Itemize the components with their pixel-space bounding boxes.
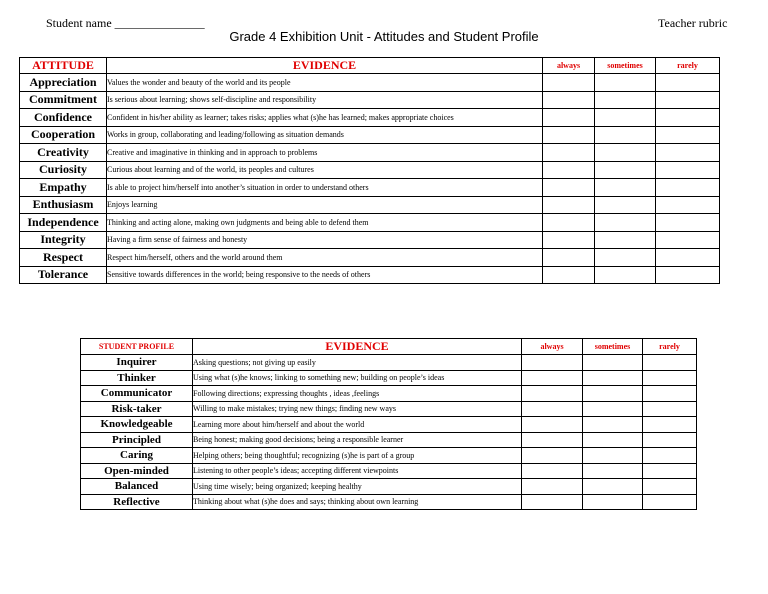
row-label: Inquirer [81, 355, 193, 371]
table-row [20, 196, 720, 214]
table-header-row [20, 58, 720, 74]
page-title: Grade 4 Exhibition Unit - Attitudes and Student Profile [229, 29, 539, 44]
rating-cell-rarely[interactable] [656, 179, 720, 197]
rating-cell-rarely[interactable] [656, 126, 720, 144]
row-label: Balanced [81, 479, 193, 495]
row-label: Respect [20, 249, 107, 267]
rating-cell-sometimes[interactable] [595, 214, 656, 232]
row-label: Tolerance [20, 266, 107, 284]
col-header-evidence: EVIDENCE [107, 58, 543, 74]
row-evidence: Creative and imaginative in thinking and in approach to problems [107, 144, 543, 162]
row-evidence: Having a firm sense of fairness and honesty [107, 231, 543, 249]
rating-cell-always[interactable] [543, 91, 595, 109]
student-profile-table [80, 338, 697, 510]
col-header-sometimes: sometimes [583, 339, 643, 355]
col-header-sometimes: sometimes [595, 58, 656, 74]
rating-cell-rarely[interactable] [643, 417, 697, 433]
col-header-always: always [543, 58, 595, 74]
col-header-student-profile: STUDENT PROFILE [81, 339, 193, 355]
rating-cell-sometimes[interactable] [595, 144, 656, 162]
row-evidence: Learning more about him/herself and about the world [193, 417, 522, 433]
row-label: Reflective [81, 494, 193, 510]
rating-cell-always[interactable] [522, 494, 583, 510]
row-evidence: Willing to make mistakes; trying new things; finding new ways [193, 401, 522, 417]
row-label: Creativity [20, 144, 107, 162]
teacher-rubric-label: Teacher rubric [658, 16, 728, 30]
row-label: Knowledgeable [81, 417, 193, 433]
table-row [20, 266, 720, 284]
table-row [20, 91, 720, 109]
rating-cell-always[interactable] [543, 126, 595, 144]
table-row [81, 448, 697, 464]
row-evidence: Thinking and acting alone, making own judgments and being able to defend them [107, 214, 543, 232]
rating-cell-sometimes[interactable] [595, 74, 656, 92]
table-header-row [81, 339, 697, 355]
rating-cell-always[interactable] [543, 249, 595, 267]
rating-cell-sometimes[interactable] [595, 266, 656, 284]
row-label: Curiosity [20, 161, 107, 179]
table-row [20, 161, 720, 179]
rating-cell-always[interactable] [543, 179, 595, 197]
rating-cell-always[interactable] [543, 214, 595, 232]
table-row [20, 144, 720, 162]
rating-cell-always[interactable] [543, 196, 595, 214]
table-row [81, 370, 697, 386]
row-evidence: Following directions; expressing thoughts , ideas ,feelings [193, 386, 522, 402]
row-evidence: Is serious about learning; shows self-discipline and responsibility [107, 91, 543, 109]
rating-cell-rarely[interactable] [643, 432, 697, 448]
rating-cell-always[interactable] [522, 417, 583, 433]
rating-cell-always[interactable] [543, 231, 595, 249]
rating-cell-sometimes[interactable] [583, 463, 643, 479]
rating-cell-rarely[interactable] [656, 249, 720, 267]
rating-cell-rarely[interactable] [643, 401, 697, 417]
rating-cell-sometimes[interactable] [595, 91, 656, 109]
rating-cell-sometimes[interactable] [595, 249, 656, 267]
rating-cell-always[interactable] [522, 386, 583, 402]
col-header-rarely: rarely [656, 58, 720, 74]
rating-cell-rarely[interactable] [656, 161, 720, 179]
rating-cell-rarely[interactable] [656, 91, 720, 109]
rating-cell-rarely[interactable] [656, 231, 720, 249]
table-row [20, 214, 720, 232]
table-row [20, 231, 720, 249]
table-row [81, 386, 697, 402]
row-label: Caring [81, 448, 193, 464]
table-row [81, 432, 697, 448]
rating-cell-rarely[interactable] [656, 196, 720, 214]
row-evidence: Using time wisely; being organized; keeping healthy [193, 479, 522, 495]
table-row [81, 479, 697, 495]
row-label: Commitment [20, 91, 107, 109]
row-evidence: Is able to project him/herself into another’s situation in order to understand others [107, 179, 543, 197]
row-label: Principled [81, 432, 193, 448]
rating-cell-rarely[interactable] [656, 74, 720, 92]
row-label: Independence [20, 214, 107, 232]
rating-cell-always[interactable] [522, 432, 583, 448]
rating-cell-sometimes[interactable] [583, 417, 643, 433]
table-row [20, 126, 720, 144]
row-label: Open-minded [81, 463, 193, 479]
col-header-evidence: EVIDENCE [193, 339, 522, 355]
rating-cell-rarely[interactable] [643, 448, 697, 464]
rating-cell-sometimes[interactable] [583, 494, 643, 510]
row-evidence: Curious about learning and of the world, its peoples and cultures [107, 161, 543, 179]
attitudes-table [19, 57, 720, 284]
row-evidence: Being honest; making good decisions; being a responsible learner [193, 432, 522, 448]
row-evidence: Confident in his/her ability as learner; takes risks; applies what (s)he has learned; makes appropriate choices [107, 109, 543, 127]
row-evidence: Sensitive towards differences in the world; being responsive to the needs of others [107, 266, 543, 284]
row-evidence: Enjoys learning [107, 196, 543, 214]
rating-cell-sometimes[interactable] [595, 109, 656, 127]
rating-cell-rarely[interactable] [656, 109, 720, 127]
row-evidence: Helping others; being thoughtful; recognizing (s)he is part of a group [193, 448, 522, 464]
rating-cell-always[interactable] [543, 144, 595, 162]
table-row [81, 463, 697, 479]
rating-cell-always[interactable] [522, 370, 583, 386]
rating-cell-rarely[interactable] [643, 370, 697, 386]
table-row [81, 417, 697, 433]
table-row [20, 109, 720, 127]
rating-cell-always[interactable] [522, 355, 583, 371]
row-label: Enthusiasm [20, 196, 107, 214]
row-label: Communicator [81, 386, 193, 402]
row-label: Thinker [81, 370, 193, 386]
row-evidence: Values the wonder and beauty of the world and its people [107, 74, 543, 92]
rating-cell-always[interactable] [543, 109, 595, 127]
row-label: Confidence [20, 109, 107, 127]
rating-cell-rarely[interactable] [643, 494, 697, 510]
row-evidence: Thinking about what (s)he does and says; thinking about own learning [193, 494, 522, 510]
rating-cell-sometimes[interactable] [595, 179, 656, 197]
col-header-always: always [522, 339, 583, 355]
rating-cell-rarely[interactable] [643, 355, 697, 371]
rating-cell-always[interactable] [522, 479, 583, 495]
row-label: Empathy [20, 179, 107, 197]
rating-cell-rarely[interactable] [643, 479, 697, 495]
rating-cell-always[interactable] [522, 463, 583, 479]
table-row [20, 249, 720, 267]
rating-cell-always[interactable] [543, 266, 595, 284]
row-label: Integrity [20, 231, 107, 249]
rating-cell-sometimes[interactable] [583, 448, 643, 464]
rating-cell-sometimes[interactable] [595, 126, 656, 144]
rating-cell-rarely[interactable] [656, 266, 720, 284]
rating-cell-sometimes[interactable] [583, 479, 643, 495]
rating-cell-sometimes[interactable] [583, 370, 643, 386]
rating-cell-sometimes[interactable] [595, 231, 656, 249]
student-name-field[interactable]: Student name _______________ [46, 16, 205, 30]
table-row [81, 401, 697, 417]
rating-cell-sometimes[interactable] [595, 161, 656, 179]
rating-cell-sometimes[interactable] [595, 196, 656, 214]
row-evidence: Asking questions; not giving up easily [193, 355, 522, 371]
rating-cell-rarely[interactable] [643, 463, 697, 479]
row-evidence: Listening to other people’s ideas; accepting different viewpoints [193, 463, 522, 479]
rating-cell-always[interactable] [543, 161, 595, 179]
col-header-rarely: rarely [643, 339, 697, 355]
rating-cell-rarely[interactable] [643, 386, 697, 402]
row-evidence: Works in group, collaborating and leading/following as situation demands [107, 126, 543, 144]
row-evidence: Respect him/herself, others and the world around them [107, 249, 543, 267]
row-label: Cooperation [20, 126, 107, 144]
rating-cell-always[interactable] [543, 74, 595, 92]
rating-cell-always[interactable] [522, 448, 583, 464]
row-label: Appreciation [20, 74, 107, 92]
table-row [20, 179, 720, 197]
rating-cell-always[interactable] [522, 401, 583, 417]
row-label: Risk-taker [81, 401, 193, 417]
rating-cell-rarely[interactable] [656, 214, 720, 232]
col-header-attitude: ATTITUDE [20, 58, 107, 74]
table-row [81, 355, 697, 371]
rating-cell-rarely[interactable] [656, 144, 720, 162]
rating-cell-sometimes[interactable] [583, 432, 643, 448]
table-row [81, 494, 697, 510]
table-row [20, 74, 720, 92]
rating-cell-sometimes[interactable] [583, 386, 643, 402]
row-evidence: Using what (s)he knows; linking to something new; building on people’s ideas [193, 370, 522, 386]
rating-cell-sometimes[interactable] [583, 401, 643, 417]
rating-cell-sometimes[interactable] [583, 355, 643, 371]
